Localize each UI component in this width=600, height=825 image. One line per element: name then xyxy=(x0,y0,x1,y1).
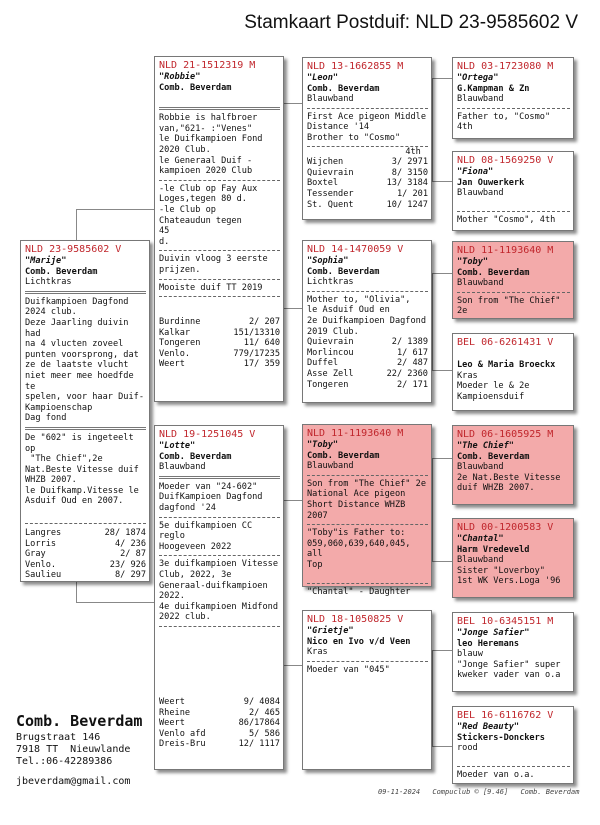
pigeon-owner: Comb. Beverdam xyxy=(307,83,380,94)
race-location: Tongeren xyxy=(159,338,201,349)
race-location: Weert xyxy=(159,696,185,707)
ring-number: BEL 06-6261431 V xyxy=(457,337,554,348)
result-row xyxy=(307,337,428,348)
separator xyxy=(159,279,280,280)
ring-number: NLD 13-1662855 M xyxy=(307,61,404,72)
ring-number: NLD 11-1193640 M xyxy=(307,428,404,439)
pigeon-notes: First Ace pigeon Middle Distance '14 Brother to "Cosmo" xyxy=(307,111,426,143)
pigeon-notes: 4th xyxy=(307,146,421,157)
ring-number: BEL 16-6116762 V xyxy=(457,710,554,721)
grandmother-maternal-card xyxy=(302,610,432,770)
race-location: Weert xyxy=(159,359,185,370)
race-location: Morlincou xyxy=(307,347,354,358)
separator xyxy=(159,476,280,479)
race-result: 2/ 1389 xyxy=(391,337,428,348)
connector-line xyxy=(432,273,452,274)
footer-date: 09-11-2024 xyxy=(378,788,421,796)
result-row xyxy=(159,729,280,740)
separator xyxy=(307,108,428,109)
separator xyxy=(457,292,570,293)
result-row xyxy=(159,708,280,719)
pigeon-notes: Sister "Loverboy" 1st WK Vers.Loga '96 xyxy=(457,565,561,587)
result-row xyxy=(159,697,280,708)
result-row xyxy=(307,178,428,189)
result-row xyxy=(25,549,146,560)
connector-line xyxy=(432,561,452,562)
pigeon-notes: Mother to, "Olivia", le Asduif Oud en 2e Duifkampioen Dagfond 2019 Club. xyxy=(307,294,426,337)
connector-line xyxy=(76,209,77,240)
race-location: Venlo. xyxy=(159,348,191,359)
result-row xyxy=(25,539,146,550)
pigeon-name: "Jonge Safier" xyxy=(457,628,530,638)
ring-number: NLD 19-1251045 V xyxy=(159,429,256,440)
race-result: 86/17864 xyxy=(238,718,280,729)
father-card xyxy=(154,56,284,402)
pigeon-name: "The Chief" xyxy=(457,441,514,451)
owner-email[interactable]: jbeverdam@gmail.com xyxy=(16,776,131,787)
pigeon-name: "Lotte" xyxy=(159,441,196,451)
separator xyxy=(457,766,570,767)
connector-line xyxy=(76,582,77,602)
race-result: 2/ 465 xyxy=(248,707,280,718)
results-list xyxy=(25,528,146,581)
connector-line xyxy=(432,78,433,181)
owner-block xyxy=(16,712,142,788)
separator xyxy=(307,583,428,584)
race-result: 151/13310 xyxy=(233,327,280,338)
pigeon-color: Blauwband xyxy=(307,94,354,105)
race-location: Asse Zell xyxy=(307,368,354,379)
race-result: 17/ 359 xyxy=(243,359,280,370)
grandfather-paternal-card xyxy=(302,57,432,220)
pigeon-color: Blauwband xyxy=(457,555,504,566)
race-result: 28/ 1874 xyxy=(104,528,146,539)
race-result: 779/17235 xyxy=(233,348,280,359)
pigeon-color: Kras xyxy=(457,370,478,381)
ring-number: NLD 11-1193640 M xyxy=(457,245,554,256)
pigeon-color: Lichtkras xyxy=(25,277,72,288)
race-location: Quievrain xyxy=(307,337,354,348)
separator xyxy=(159,296,280,297)
separator xyxy=(159,250,280,251)
separator xyxy=(25,291,146,294)
race-result: 5/ 586 xyxy=(248,728,280,739)
mother-card xyxy=(154,425,284,770)
connector-line xyxy=(76,602,154,603)
result-row xyxy=(307,348,428,359)
great-grandparent-card-1 xyxy=(452,57,574,139)
result-row xyxy=(25,560,146,571)
pigeon-color: Blauwband xyxy=(457,94,504,105)
pigeon-name: "Toby" xyxy=(307,440,339,450)
pigeon-owner: Comb. Beverdam xyxy=(457,451,530,462)
pigeon-notes: 3e duifkampioen Vitesse Club, 2022, 3e Generaal-duifkampioen 2022. 4e duifkampioen Midfond 2022 club. xyxy=(159,559,278,623)
race-location: Burdinne xyxy=(159,317,201,328)
pigeon-notes: Duifkampioen Dagfond 2024 club. Deze Jaarling duivin had na 4 vlucten zoveel punten voorsprong, dat ze de laatste vlucht niet meer mee hoedfde te spelen, voor haar Duif- Kampioenschap Dag fond xyxy=(25,296,144,424)
race-result: 1/ 617 xyxy=(396,347,428,358)
ring-number: NLD 06-1605925 M xyxy=(457,429,554,440)
pigeon-color: blauw xyxy=(457,649,483,660)
race-location: Langres xyxy=(25,528,62,539)
pigeon-owner: Jan Ouwerkerk xyxy=(457,177,525,188)
race-result: 1/ 201 xyxy=(396,188,428,199)
pigeon-notes: Mooiste duif TT 2019 xyxy=(159,282,263,293)
race-result: 2/ 207 xyxy=(248,317,280,328)
race-location: Kalkar xyxy=(159,327,191,338)
great-grandparent-card-2 xyxy=(452,151,574,231)
result-row xyxy=(307,380,428,391)
race-result: 13/ 3184 xyxy=(386,178,428,189)
ring-number: NLD 00-1200583 V xyxy=(457,522,554,533)
pigeon-color: Lichtkras xyxy=(307,277,354,288)
pigeon-name: "Marije" xyxy=(25,256,67,266)
pigeon-notes: Moeder van "24-602" DuifKampioen Dagfond dagfond '24 xyxy=(159,481,263,513)
pigeon-notes: "Jonge Safier" super kweker vader van o.a xyxy=(457,659,561,681)
connector-line xyxy=(432,458,433,561)
separator xyxy=(307,524,428,525)
race-result: 11/ 640 xyxy=(243,338,280,349)
great-grandparent-card-6 xyxy=(452,518,574,598)
race-result: 22/ 2360 xyxy=(386,368,428,379)
ring-number: NLD 14-1470059 V xyxy=(307,244,404,255)
separator xyxy=(159,180,280,181)
pigeon-owner: Stickers-Donckers xyxy=(457,732,545,743)
separator xyxy=(159,555,280,556)
race-location: Lorris xyxy=(25,538,57,549)
separator xyxy=(307,291,428,292)
race-location: Venlo. xyxy=(25,559,57,570)
ring-number: NLD 21-1512319 M xyxy=(159,60,256,71)
race-result: 9/ 4084 xyxy=(243,696,280,707)
result-row xyxy=(159,349,280,360)
ring-number: NLD 18-1050825 V xyxy=(307,614,404,625)
result-row xyxy=(159,359,280,370)
race-location: Weert xyxy=(159,718,185,729)
pigeon-owner: Comb. Beverdam xyxy=(307,450,380,461)
grandmother-paternal-card xyxy=(302,240,432,403)
race-location: Gray xyxy=(25,549,46,560)
race-result: 23/ 926 xyxy=(109,559,146,570)
pigeon-notes: 5e duifkampioen CC reglo Hoogeveen 2022 xyxy=(159,520,253,552)
result-row xyxy=(307,200,428,211)
race-location: Saulieu xyxy=(25,570,62,581)
race-location: St. Quent xyxy=(307,199,354,210)
results-list xyxy=(159,317,280,370)
connector-line xyxy=(432,181,452,182)
connector-line xyxy=(432,650,452,651)
pigeon-notes: "Toby"is Father to: 059,060,639,640,045, all Top xyxy=(307,528,411,570)
race-result: 2/ 171 xyxy=(396,379,428,390)
pigeon-notes: 2e Nat.Beste Vitesse duif WHZB 2007. xyxy=(457,472,561,494)
great-grandparent-card-4 xyxy=(452,333,574,411)
pigeon-name: "Chantal" xyxy=(457,534,504,544)
pigeon-color: Kras xyxy=(307,647,328,658)
race-result: 2/ 487 xyxy=(396,358,428,369)
result-row xyxy=(25,570,146,581)
connector-line xyxy=(432,458,452,459)
pigeon-notes: -le Club op Fay Aux Loges,tegen 80 d. -le Club op Chateaudun tegen 45 d. xyxy=(159,183,258,247)
separator xyxy=(307,661,428,662)
pigeon-owner: Comb. Beverdam xyxy=(457,267,530,278)
race-result: 8/ 3150 xyxy=(391,167,428,178)
race-location: Rheine xyxy=(159,707,191,718)
result-row xyxy=(159,718,280,729)
race-location: Dreis-Bru xyxy=(159,739,206,750)
connector-line xyxy=(432,650,433,746)
result-row xyxy=(307,189,428,200)
pigeon-notes: De "602" is ingeteelt op "The Chief",2e Nat.Beste Vitesse duif WHZB 2007. le Duifkamp.Vitesse le Asduif Oud en 2007. xyxy=(25,432,139,507)
pigeon-owner: Comb. Beverdam xyxy=(25,266,98,277)
separator xyxy=(159,517,280,518)
race-result: 12/ 1117 xyxy=(238,739,280,750)
race-result: 2/ 87 xyxy=(120,549,146,560)
connector-line xyxy=(432,746,452,747)
pigeon-owner: Leo & Maria Broeckx xyxy=(457,360,556,370)
pigeon-notes: "Chantal" - Daughter xyxy=(307,586,411,597)
race-result: 8/ 297 xyxy=(114,570,146,581)
grandfather-maternal-card xyxy=(302,424,432,597)
owner-street: Brugstraat 146 xyxy=(16,732,101,743)
pigeon-notes: Son from "The Chief" 2e National Ace pigeon Short Distance WHZB 2007 xyxy=(307,478,426,521)
race-location: Tongeren xyxy=(307,379,349,390)
result-row xyxy=(307,168,428,179)
pigeon-notes: Moeder le & 2e Kampioensduif xyxy=(457,381,530,402)
connector-line xyxy=(76,209,154,210)
pigeon-owner: Comb. Beverdam xyxy=(307,266,380,277)
result-row xyxy=(159,317,280,328)
race-location: Boxtel xyxy=(307,178,339,189)
ring-number: NLD 03-1723080 M xyxy=(457,61,554,72)
ring-number: BEL 10-6345151 M xyxy=(457,616,554,627)
pigeon-notes: Duivin vloog 3 eerste prijzen. xyxy=(159,254,268,275)
race-result: 10/ 1247 xyxy=(386,199,428,210)
pigeon-name: "Sophia" xyxy=(307,256,349,266)
owner-phone: Tel.:06-42289386 xyxy=(16,756,113,767)
result-row xyxy=(159,739,280,750)
connector-line xyxy=(432,370,452,371)
separator xyxy=(159,107,280,110)
great-grandparent-card-8 xyxy=(452,706,574,784)
pigeon-owner: leo Heremans xyxy=(457,638,520,649)
result-row xyxy=(307,369,428,380)
result-row xyxy=(159,338,280,349)
connector-line xyxy=(432,273,433,370)
ring-number: NLD 23-9585602 V xyxy=(25,244,122,255)
ring-number: NLD 08-1569250 V xyxy=(457,155,554,166)
footer xyxy=(378,788,587,796)
footer-software: Compuclub © [9.46] xyxy=(432,788,509,796)
pigeon-name: "Red Beauty" xyxy=(457,722,520,732)
pigeon-owner: Harm Vredeveld xyxy=(457,544,530,555)
race-result: 4/ 236 xyxy=(114,538,146,549)
pigeon-name: "Ortega" xyxy=(457,73,499,83)
owner-city: 7918 TT Nieuwlande xyxy=(16,744,131,755)
result-row xyxy=(307,358,428,369)
separator xyxy=(457,211,570,212)
race-location: Wijchen xyxy=(307,157,344,168)
pigeon-owner: Comb. Beverdam xyxy=(159,82,232,93)
pigeon-color: Blauwband xyxy=(457,278,504,289)
result-row xyxy=(25,528,146,539)
pigeon-name: "Grietje" xyxy=(307,626,354,636)
pigeon-notes: Son from "The Chief" 2e xyxy=(457,295,566,317)
pigeon-notes: Robbie is halfbroer van,"621- :"Venes" le Duifkampioen Fond 2020 Club. le Generaal Duif - kampioen 2020 Club xyxy=(159,113,263,177)
pigeon-notes: Mother "Cosmo", 4th xyxy=(457,214,556,225)
pigeon-owner: Nico en Ivo v/d Veen xyxy=(307,636,411,647)
great-grandparent-card-3 xyxy=(452,241,574,319)
separator xyxy=(307,475,428,476)
separator xyxy=(25,523,146,524)
pigeon-notes: Father to, "Cosmo" 4th xyxy=(457,111,556,133)
race-result: 3/ 2971 xyxy=(391,157,428,168)
separator xyxy=(25,427,146,430)
result-row xyxy=(159,328,280,339)
pigeon-name: "Robbie" xyxy=(159,72,201,82)
pigeon-color: Blauwband xyxy=(457,188,504,199)
subject-pigeon-card xyxy=(20,240,150,582)
great-grandparent-card-5 xyxy=(452,425,574,505)
pigeon-owner: G.Kampman & Zn xyxy=(457,83,530,94)
pigeon-name: "Leon" xyxy=(307,73,339,83)
pigeon-color: Blauwband xyxy=(457,462,504,473)
pigeon-notes: Moeder van "045" xyxy=(307,664,390,675)
pigeon-notes: Moeder van o.a. xyxy=(457,769,535,780)
separator xyxy=(159,626,280,627)
race-location: Tessender xyxy=(307,188,354,199)
page-title: Stamkaart Postduif: NLD 23-9585602 V xyxy=(244,12,578,33)
pigeon-color: Blauwband xyxy=(307,461,354,472)
pigeon-color: rood xyxy=(457,743,478,754)
race-location: Duffel xyxy=(307,358,339,369)
race-location: Venlo afd xyxy=(159,728,206,739)
pigeon-name: "Fiona" xyxy=(457,167,494,177)
separator xyxy=(457,108,570,109)
footer-name: Comb. Beverdam xyxy=(520,788,580,796)
result-row xyxy=(307,157,428,168)
owner-name: Comb. Beverdam xyxy=(16,712,143,730)
results-list xyxy=(159,697,280,750)
race-location: Quievrain xyxy=(307,167,354,178)
great-grandparent-card-7 xyxy=(452,612,574,692)
pigeon-color: Blauwband xyxy=(159,462,206,473)
pigeon-name: "Toby" xyxy=(457,257,489,267)
connector-line xyxy=(432,78,452,79)
pigeon-owner: Comb. Beverdam xyxy=(159,451,232,462)
